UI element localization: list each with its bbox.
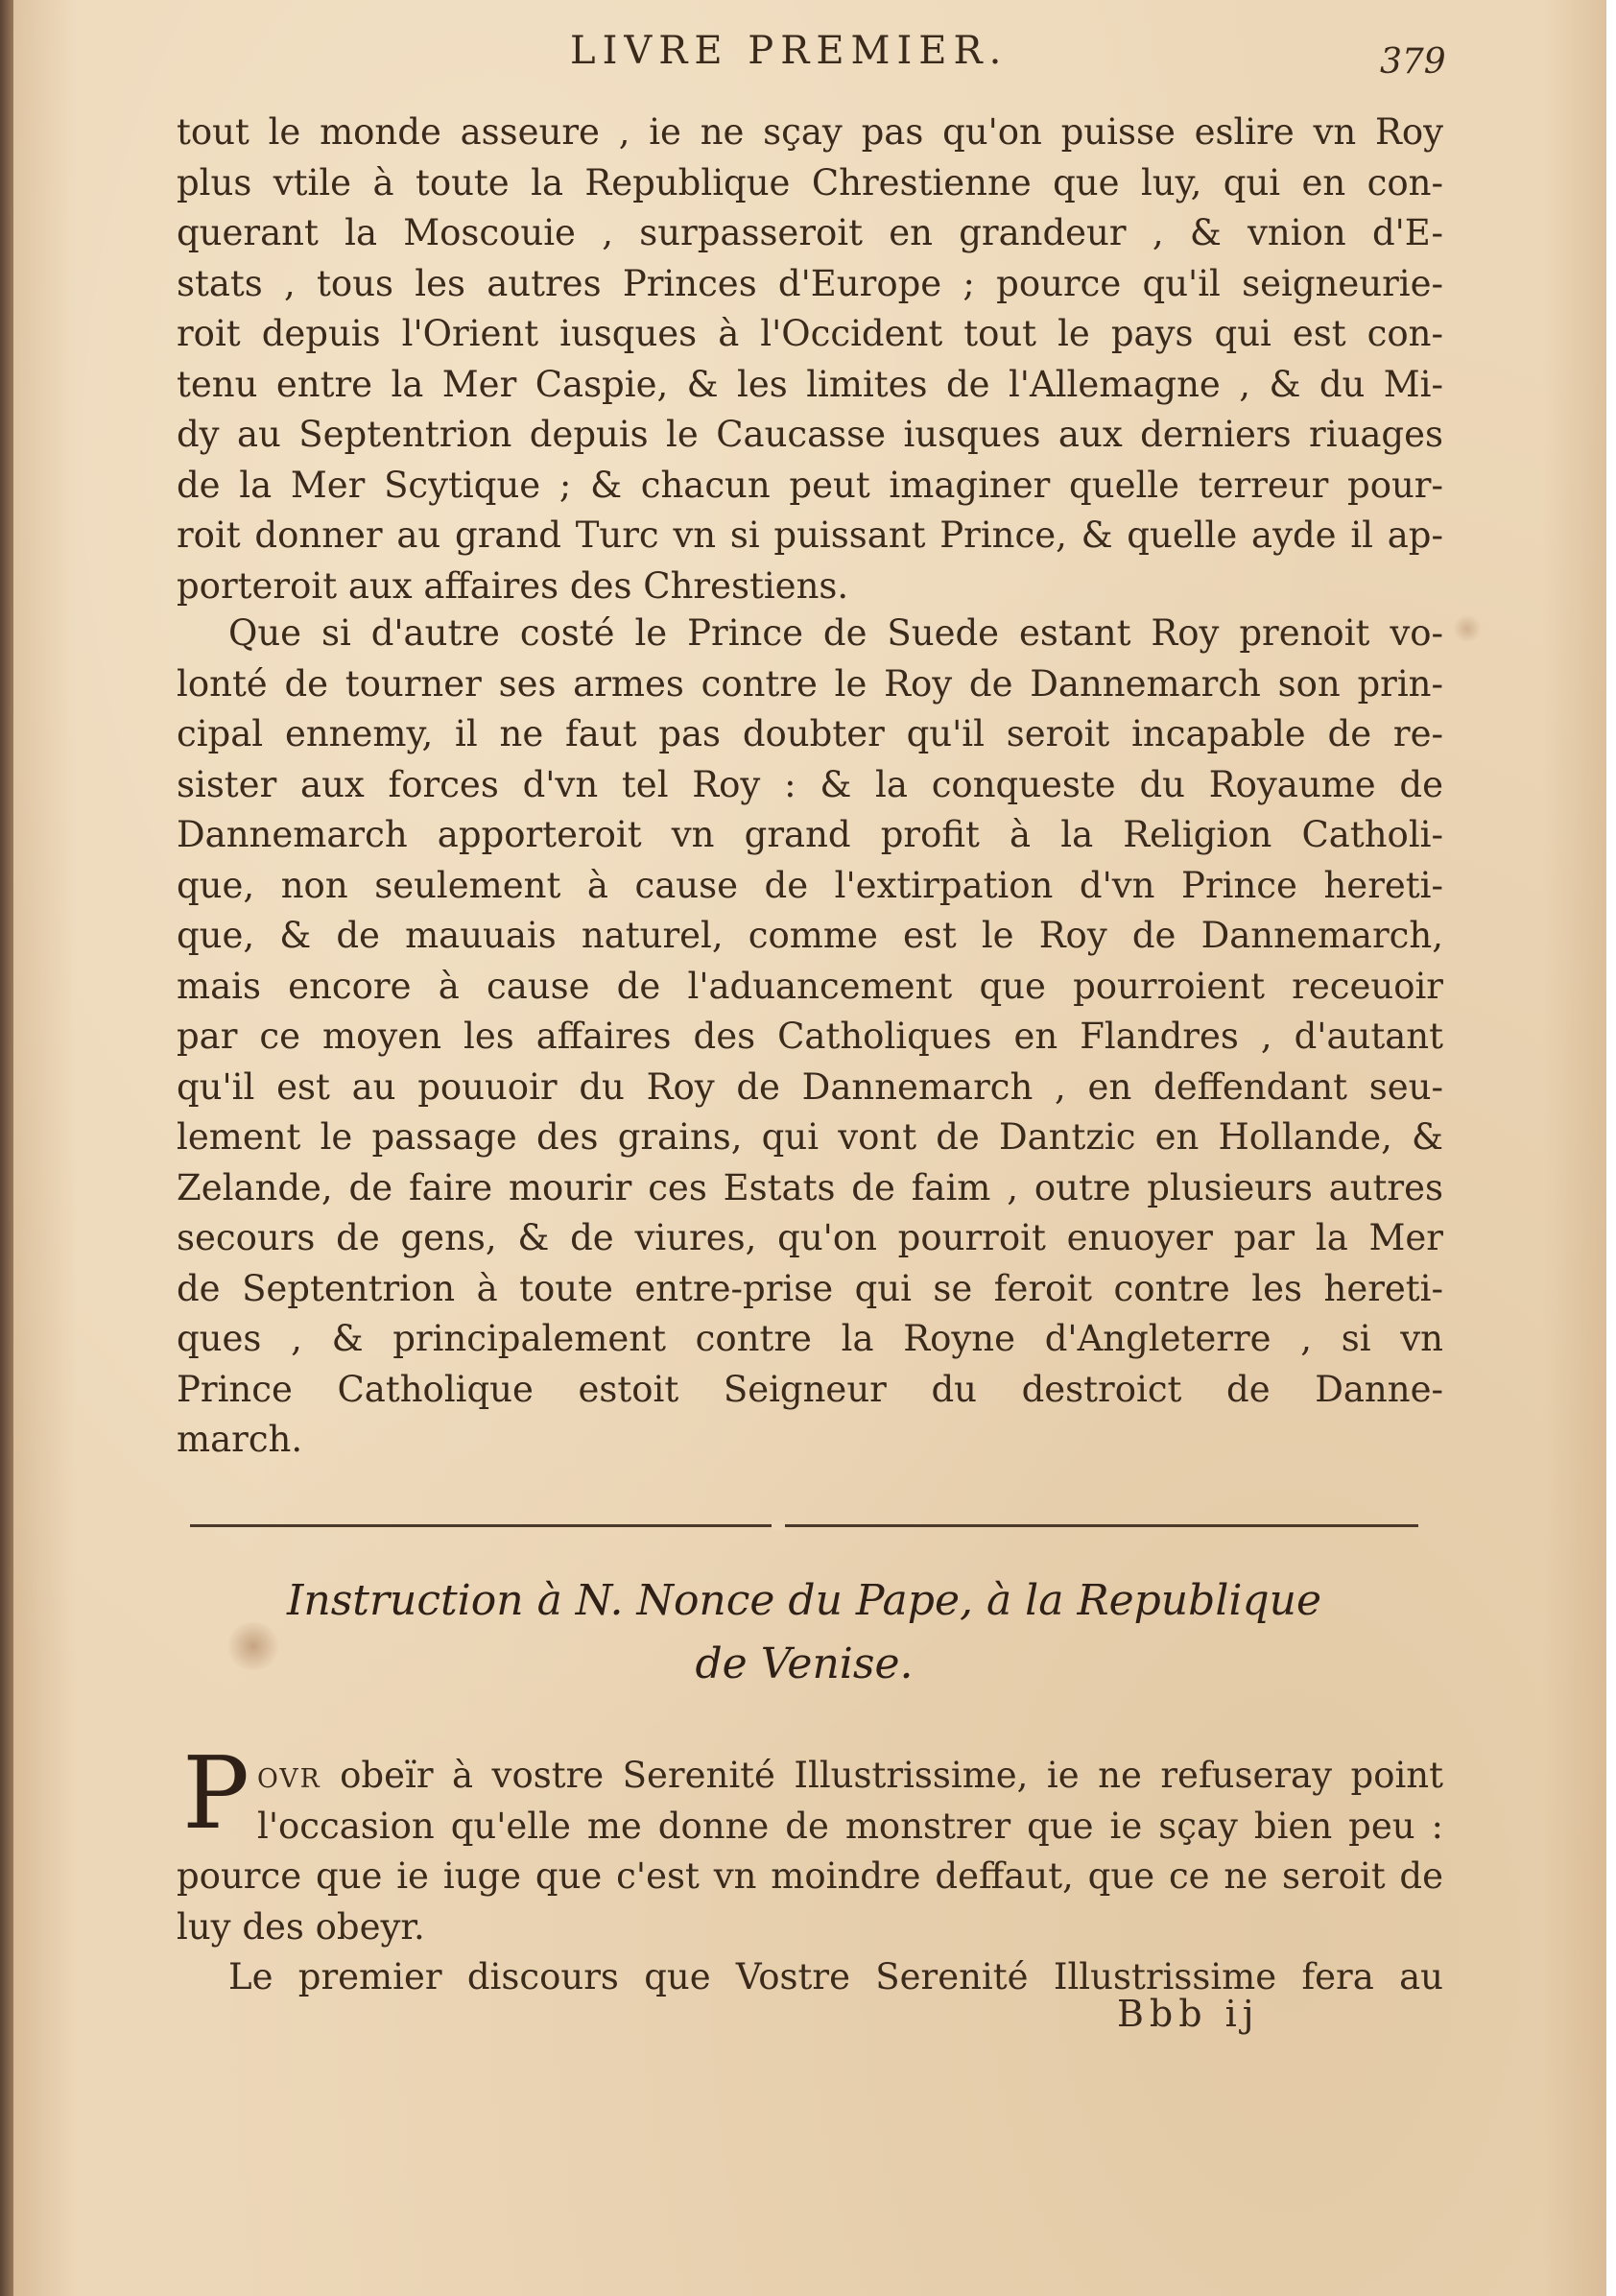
text-line: cipal ennemy, il ne faut pas doubter qu'il seroit incapable de re- <box>177 713 1443 754</box>
text-line: Que si d'autre costé le Prince de Suede estant Roy prenoit vo- <box>228 612 1443 654</box>
text-line: qu'il est au pouuoir du Roy de Dannemarch , en deffendant seu- <box>177 1065 1443 1108</box>
instruction-paragraph <box>177 1751 1443 2003</box>
text-line: Le premier discours que Vostre Serenité Illustrissime fera au <box>228 1956 1443 1997</box>
drop-cap: P <box>182 1734 250 1852</box>
text-line: ques , & principalement contre la Royne d'Angleterre , si vn <box>177 1318 1443 1359</box>
paragraph-2 <box>177 609 1443 1466</box>
text-line: dy au Septentrion depuis le Caucasse iusques aux derniers riuages <box>177 414 1443 455</box>
text-line <box>177 1751 1443 1802</box>
text-line: de la Mer Scytique ; & chacun peut imaginer quelle terreur pour- <box>177 464 1443 506</box>
text-line: stats , tous les autres Princes d'Europe ; pource qu'il seigneurie- <box>177 262 1443 304</box>
section-divider-rule <box>190 1524 1418 1527</box>
text-line: mais encore à cause de l'aduancement que pourroient receuoir <box>177 965 1443 1007</box>
text-line: tout le monde asseure , ie ne sçay pas qu'on puisse eslire vn Roy <box>177 111 1443 153</box>
text-line: querant la Moscouie , surpasseroit en grandeur , & vnion d'E- <box>177 212 1443 253</box>
text-line: par ce moyen les affaires des Catholiques en Flandres , d'autant <box>177 1016 1443 1057</box>
page-binding-edge <box>0 0 13 2296</box>
text-line: porteroit aux affaires des Chrestiens. <box>177 564 849 607</box>
text-line: de Septentrion à toute entre-prise qui se feroit contre les hereti- <box>177 1267 1443 1309</box>
section-divider-gap <box>772 1520 785 1530</box>
text-line: lonté de tourner ses armes contre le Roy de Dannemarch son prin- <box>177 662 1443 705</box>
text-line: tenu entre la Mer Caspie, & les limites de l'Allemagne , & du Mi- <box>177 363 1443 405</box>
text-line: secours de gens, & de viures, qu'on pourroit enuoyer par la Mer <box>177 1217 1443 1258</box>
text-line: que, non seulement à cause de l'extirpation d'vn Prince hereti- <box>177 864 1443 906</box>
text-line: Prince Catholique estoit Seigneur du destroict de Danne- <box>177 1368 1443 1410</box>
text-line: march. <box>177 1419 303 1460</box>
section-heading-line-2: de Venise. <box>695 1639 914 1688</box>
text-line: Dannemarch apporteroit vn grand profit à la Religion Catholi- <box>177 814 1443 855</box>
text-line: lement le passage des grains, qui vont de Dantzic en Hollande, & <box>177 1116 1443 1158</box>
paragraph-1 <box>177 108 1443 611</box>
text-span: obeïr à vostre Serenité Illustrissime, ie ne refuseray point <box>321 1755 1443 1796</box>
section-heading-line-1: Instruction à N. Nonce du Pape, à la Republique <box>287 1576 1321 1625</box>
text-line: pource que ie iuge que c'est vn moindre deffaut, que ce ne seroit de <box>177 1855 1443 1897</box>
running-head: LIVRE PREMIER. <box>570 29 1009 73</box>
text-line: plus vtile à toute la Republique Chrestienne que luy, qui en con- <box>177 161 1443 203</box>
text-line: l'occasion qu'elle me donne de monstrer que ie sçay bien peu : <box>257 1805 1443 1847</box>
text-line: sister aux forces d'vn tel Roy : & la conqueste du Royaume de <box>177 763 1443 805</box>
text-line: Zelande, de faire mourir ces Estats de faim , outre plusieurs autres <box>177 1166 1443 1208</box>
text-line: roit depuis l'Orient iusques à l'Occident tout le pays qui est con- <box>177 313 1443 354</box>
small-caps-text: OVR <box>257 1764 321 1794</box>
foxing-stain <box>1453 614 1482 643</box>
book-page <box>13 0 1606 2296</box>
page-number: 379 <box>1380 42 1446 82</box>
text-line: que, & de mauuais naturel, comme est le Roy de Dannemarch, <box>177 915 1443 956</box>
text-line: luy des obeyr. <box>177 1905 425 1948</box>
signature-mark: Bbb ij <box>1117 1993 1260 2035</box>
text-line: roit donner au grand Turc vn si puissant Prince, & quelle ayde il ap- <box>177 514 1443 556</box>
